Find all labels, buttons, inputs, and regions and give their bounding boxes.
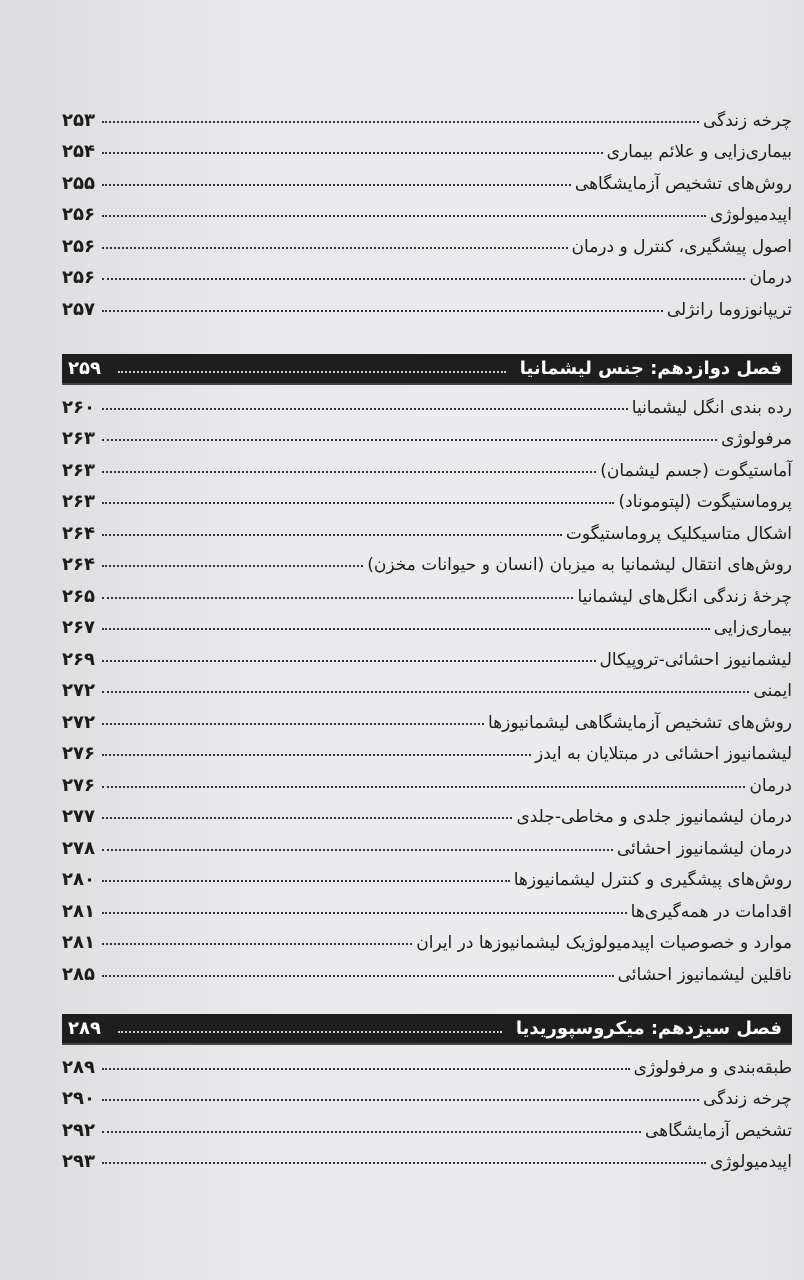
entry-title: لیشمانیوز احشائی-تروپیکال [599, 649, 792, 670]
entry-page: ۲۶۳ [62, 428, 95, 449]
entry-title: لیشمانیوز احشائی در مبتلایان به ایدز [535, 744, 792, 764]
leader-dots [102, 628, 710, 630]
entry-page: ۲۵۵ [62, 172, 95, 194]
toc-entry[interactable] [62, 700, 792, 732]
chapter-title: فصل سیزدهم: میکروسپوریدیا [506, 1014, 792, 1043]
leader-dots [102, 439, 717, 441]
toc-entry[interactable] [62, 287, 792, 319]
entry-page: ۲۸۵ [62, 963, 95, 985]
leader-dots [102, 215, 706, 217]
leader-dots [102, 471, 596, 473]
entry-page: ۲۶۳ [62, 491, 95, 512]
entry-title: طبقه‌بندی و مرفولوژی [633, 1057, 792, 1078]
entry-title: اصول پیشگیری، کنترل و درمان [571, 236, 792, 257]
entry-page: ۲۷۲ [62, 680, 95, 701]
entry-title: پروماستیگوت (لپتوموناد) [618, 492, 792, 512]
entry-title: درمان [749, 775, 792, 796]
entry-page: ۲۵۶ [62, 267, 95, 288]
toc-chapter-13 [62, 1014, 792, 1171]
leader-dots [102, 1068, 630, 1070]
entry-page: ۲۶۷ [62, 617, 95, 638]
leader-dots [102, 565, 363, 567]
chapter-heading[interactable] [62, 1014, 792, 1045]
chapter-leader-dots [114, 354, 510, 383]
leader-dots [102, 660, 596, 662]
entry-title: روش‌های تشخیص آزمایشگاهی [574, 173, 792, 194]
entry-title: تریپانوزوما رانژلی [666, 299, 792, 320]
entry-page: ۲۸۱ [62, 932, 95, 953]
chapter-page: ۲۵۹ [62, 354, 114, 383]
entry-page: ۲۷۶ [62, 774, 95, 796]
entry-page: ۲۷۸ [62, 837, 95, 859]
entry-title: موارد و خصوصیات اپیدمیولوژیک لیشمانیوزها در ایران [416, 933, 792, 953]
toc-entry[interactable] [62, 732, 792, 764]
toc-entry[interactable] [62, 417, 792, 449]
entry-title: درمان لیشمانیوز جلدی و مخاطی-جلدی [516, 807, 792, 827]
toc-entry[interactable] [62, 98, 792, 130]
entry-title: ناقلین لیشمانیوز احشائی [617, 964, 792, 985]
entry-title: چرخه زندگی [702, 110, 792, 131]
toc-entry[interactable] [62, 858, 792, 890]
entry-title: درمان لیشمانیوز احشائی [616, 838, 792, 859]
toc-entry[interactable] [62, 448, 792, 480]
toc-entry[interactable] [62, 574, 792, 606]
entry-title: اپیدمیولوژی [709, 1152, 792, 1172]
entry-page: ۲۶۵ [62, 585, 95, 607]
entry-page: ۲۶۴ [62, 554, 95, 575]
toc-entry[interactable] [62, 669, 792, 701]
entry-title: رده بندی انگل لیشمانیا [631, 397, 792, 418]
toc-entry[interactable] [62, 826, 792, 858]
toc-entry[interactable] [62, 224, 792, 256]
chapter-title: فصل دوازدهم: جنس لیشمانیا [510, 354, 792, 383]
entry-title: بیماری‌زایی و علائم بیماری [606, 142, 792, 162]
toc-entry[interactable] [62, 543, 792, 575]
entry-title: اشکال متاسیکلیک پروماستیگوت [565, 523, 792, 544]
chapter-leader-dots [114, 1014, 506, 1043]
entry-title: روش‌های تشخیص آزمایشگاهی لیشمانیوزها [488, 712, 792, 733]
toc-entry[interactable] [62, 1045, 792, 1077]
leader-dots [102, 534, 562, 536]
entry-title: اپیدمیولوژی [709, 205, 792, 225]
entry-title: تشخیص آزمایشگاهی [644, 1120, 792, 1141]
toc-entry[interactable] [62, 130, 792, 162]
entry-page: ۲۶۳ [62, 459, 95, 481]
entry-page: ۲۷۲ [62, 711, 95, 733]
entry-page: ۲۵۷ [62, 298, 95, 320]
chapter-heading[interactable] [62, 354, 792, 385]
toc-entry[interactable] [62, 256, 792, 288]
toc-entry[interactable] [62, 637, 792, 669]
leader-dots [102, 786, 745, 788]
toc-entry[interactable] [62, 952, 792, 984]
entry-page: ۲۶۰ [62, 396, 95, 418]
toc-entry[interactable] [62, 795, 792, 827]
leader-dots [102, 184, 571, 186]
leader-dots [102, 247, 568, 249]
leader-dots [102, 1099, 699, 1101]
toc-entry[interactable] [62, 161, 792, 193]
entry-title: بیماری‌زایی [713, 618, 792, 638]
entry-page: ۲۵۴ [62, 141, 95, 162]
leader-dots [102, 597, 573, 599]
leader-dots [102, 1131, 641, 1133]
entry-page: ۲۸۹ [62, 1056, 95, 1078]
entry-page: ۲۵۶ [62, 204, 95, 225]
entry-title: مرفولوژی [721, 429, 792, 449]
entry-title: چرخه زندگی [702, 1089, 792, 1109]
entry-title: آماستیگوت (جسم لیشمان) [600, 460, 792, 481]
toc-entry[interactable] [62, 385, 792, 417]
leader-dots [102, 975, 614, 977]
entry-page: ۲۹۳ [62, 1151, 95, 1172]
leader-dots [102, 408, 628, 410]
entry-page: ۲۹۲ [62, 1119, 95, 1141]
entry-title: روش‌های پیشگیری و کنترل لیشمانیوزها [513, 870, 792, 890]
entry-page: ۲۹۰ [62, 1088, 95, 1109]
entry-title: اقدامات در همه‌گیری‌ها [630, 901, 792, 922]
toc-section-top [62, 98, 792, 319]
entry-page: ۲۷۷ [62, 806, 95, 827]
toc-entry[interactable] [62, 511, 792, 543]
leader-dots [102, 723, 484, 725]
entry-page: ۲۶۴ [62, 522, 95, 544]
toc-entry[interactable] [62, 606, 792, 638]
toc-entry[interactable] [62, 480, 792, 512]
entry-page: ۲۸۰ [62, 869, 95, 890]
entry-title: روش‌های انتقال لیشمانیا به میزبان (انسان و حیوانات مخزن) [367, 555, 792, 575]
toc-entry[interactable] [62, 889, 792, 921]
leader-dots [102, 502, 614, 504]
toc-entry[interactable] [62, 763, 792, 795]
leader-dots [102, 152, 603, 154]
leader-dots [102, 943, 412, 945]
leader-dots [102, 880, 510, 882]
entry-title: چرخهٔ زندگی انگل‌های لیشمانیا [577, 586, 792, 607]
entry-page: ۲۸۱ [62, 900, 95, 922]
entry-page: ۲۵۶ [62, 235, 95, 257]
chapter-page: ۲۸۹ [62, 1014, 114, 1043]
leader-dots [102, 754, 531, 756]
leader-dots [102, 912, 627, 914]
toc-entry[interactable] [62, 1077, 792, 1109]
leader-dots [102, 121, 699, 123]
leader-dots [102, 849, 613, 851]
toc-chapter-12 [62, 354, 792, 984]
entry-page: ۲۶۹ [62, 648, 95, 670]
leader-dots [102, 278, 745, 280]
toc-entry[interactable] [62, 193, 792, 225]
toc-entry[interactable] [62, 1108, 792, 1140]
leader-dots [102, 691, 749, 693]
entry-page: ۲۵۳ [62, 109, 95, 131]
entry-title: درمان [749, 268, 792, 288]
entry-title: ایمنی [753, 681, 792, 701]
leader-dots [102, 310, 663, 312]
toc-entry[interactable] [62, 1140, 792, 1172]
entry-page: ۲۷۶ [62, 743, 95, 764]
leader-dots [102, 1162, 706, 1164]
toc-entry[interactable] [62, 921, 792, 953]
leader-dots [102, 817, 512, 819]
